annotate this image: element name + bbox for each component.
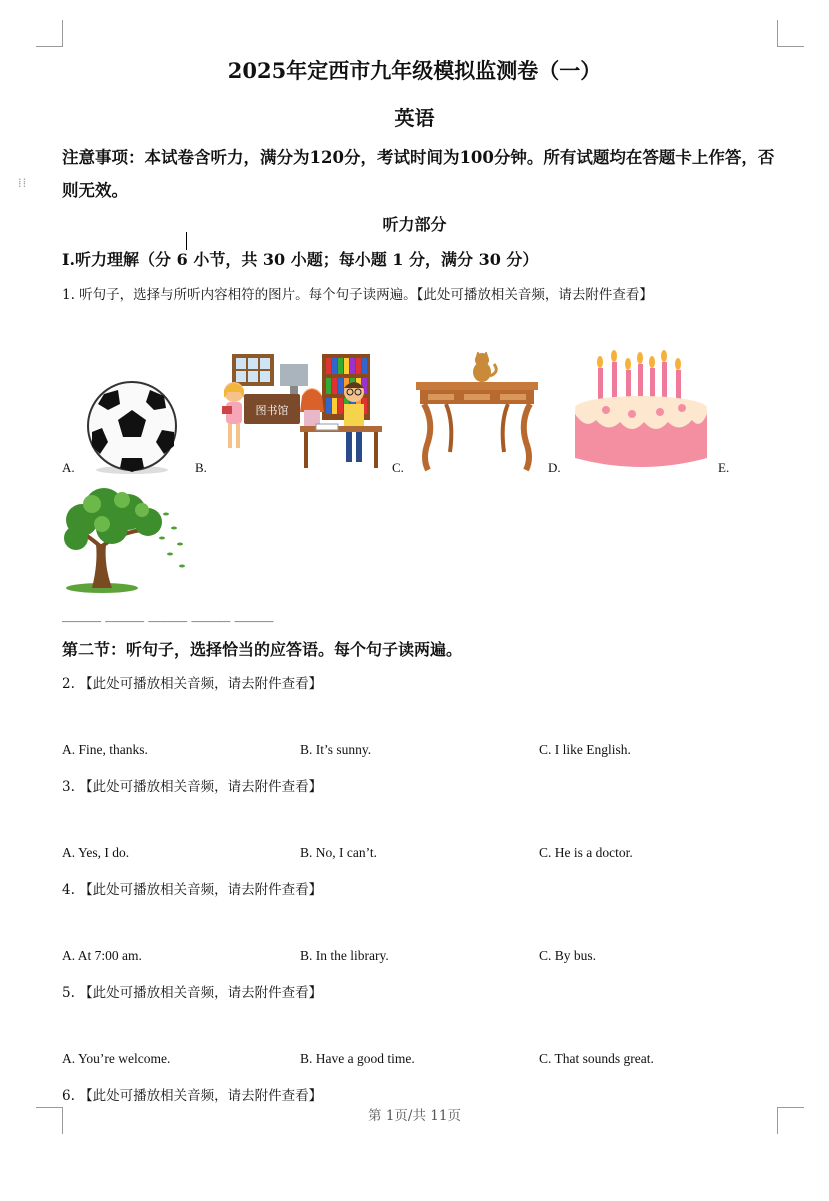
option-a: A. Fine, thanks.	[62, 742, 148, 757]
section2-heading: 第二节：听句子，选择恰当的应答语。每个句子读两遍。	[62, 640, 463, 659]
option-b: B. No, I can’t.	[300, 845, 377, 860]
question-1-prompt: 1. 听句子，选择与所听内容相符的图片。每个句子读两遍。【此处可播放相关音频，请去附件查看】	[62, 287, 653, 303]
question-prompt: 2. 【此处可播放相关音频，请去附件查看】	[62, 676, 323, 692]
desk-with-cat-image	[414, 352, 540, 472]
page-corner-mark	[36, 20, 63, 47]
picture-label-a: A.	[62, 460, 75, 475]
option-b: B. It’s sunny.	[300, 742, 372, 757]
option-b: B. In the library.	[300, 948, 389, 963]
picture-label-d: D.	[548, 460, 561, 475]
soccer-ball-image	[84, 380, 180, 474]
answer-blanks[interactable]: ______ ______ ______ ______ ______	[62, 608, 274, 623]
option-a: A. Yes, I do.	[62, 845, 130, 860]
subject-heading: 英语	[394, 106, 435, 130]
part1-heading: I.听力理解（分 6 小节，共 30 小题；每小题 1 分，满分 30 分）	[62, 250, 539, 269]
exam-notice: 注意事项：本试卷含听力，满分为120分，考试时间为100分钟。所有试题均在答题卡上作答，否则无效。	[62, 148, 775, 200]
document-title: 2025年定西市九年级模拟监测卷（一）	[227, 58, 602, 83]
option-c: C. I like English.	[539, 742, 631, 757]
page-number: 第 1页/共 11页	[368, 1108, 461, 1124]
option-c: C. By bus.	[539, 948, 597, 963]
option-a: A. At 7:00 am.	[62, 948, 142, 963]
picture-label-b: B.	[195, 460, 207, 475]
windy-tree-image	[62, 484, 190, 594]
library-sign: 图书馆	[255, 404, 289, 417]
option-c: C. He is a doctor.	[539, 845, 633, 860]
birthday-cake-image	[572, 350, 710, 472]
listening-heading: 听力部分	[382, 215, 447, 234]
question-prompt: 6. 【此处可播放相关音频，请去附件查看】	[62, 1088, 323, 1104]
picture-label-e: E.	[718, 460, 730, 475]
question-prompt: 3. 【此处可播放相关音频，请去附件查看】	[62, 779, 323, 795]
question-prompt: 5. 【此处可播放相关音频，请去附件查看】	[62, 985, 323, 1001]
page-corner-mark	[777, 20, 804, 47]
drag-handle-icon[interactable]: ⁞⁞	[18, 176, 28, 191]
picture-label-c: C.	[392, 460, 404, 475]
option-a: A. You’re welcome.	[62, 1051, 171, 1066]
option-b: B. Have a good time.	[300, 1051, 415, 1066]
option-c: C. That sounds great.	[539, 1051, 654, 1066]
question-prompt: 4. 【此处可播放相关音频，请去附件查看】	[62, 882, 323, 898]
library-image	[216, 352, 386, 470]
